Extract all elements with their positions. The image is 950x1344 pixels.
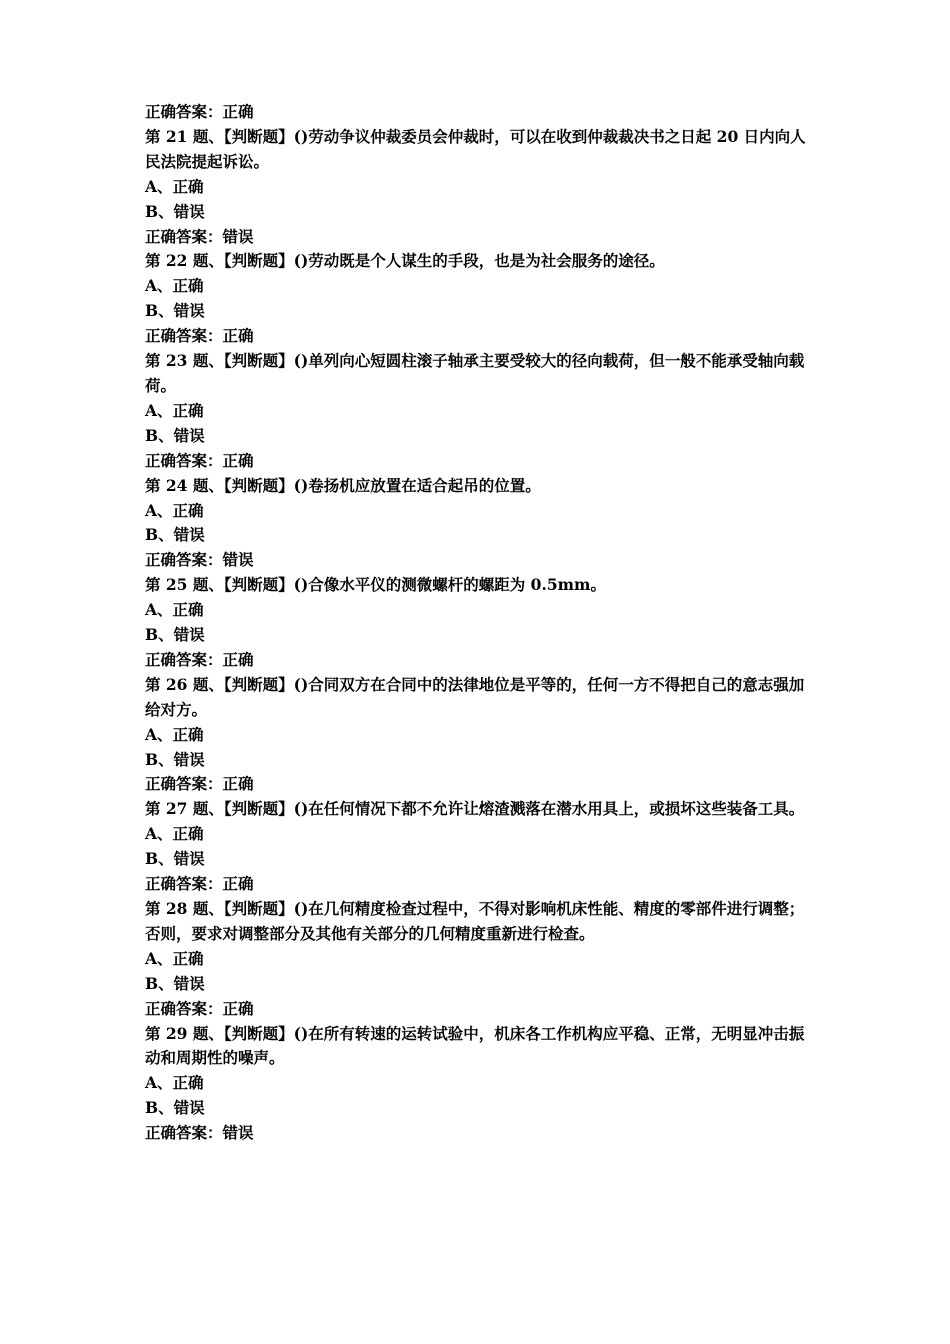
question-stem: 第 26 题、【判断题】()合同双方在合同中的法律地位是平等的，任何一方不得把自己的意志强加给对方。	[145, 674, 805, 719]
question-stem: 第 21 题、【判断题】()劳动争议仲裁委员会仲裁时，可以在收到仲裁裁决书之日起 20 日内向人民法院提起诉讼。	[145, 126, 806, 171]
answer-line: 正确答案：正确	[145, 874, 254, 894]
question-23	[145, 349, 815, 474]
option-a: A、正确	[145, 400, 204, 420]
option-b: B、错误	[145, 525, 205, 545]
option-a: A、正确	[145, 1073, 204, 1093]
answer-line: 正确答案：正确	[145, 774, 254, 794]
answer-line: 正确答案：正确	[145, 649, 254, 669]
question-24	[145, 474, 815, 574]
answer-line: 正确答案：正确	[145, 450, 254, 470]
question-27	[145, 797, 815, 897]
document-page	[145, 100, 815, 1146]
option-b: B、错误	[145, 749, 205, 769]
question-26	[145, 673, 815, 798]
option-b: B、错误	[145, 849, 205, 869]
option-a: A、正确	[145, 948, 204, 968]
question-stem: 第 27 题、【判断题】()在任何情况下都不允许让熔渣溅落在潜水用具上，或损坏这些装备工具。	[145, 799, 805, 819]
answer-line: 正确答案：正确	[145, 102, 254, 121]
option-b: B、错误	[145, 425, 205, 445]
question-stem: 第 23 题、【判断题】()单列向心短圆柱滚子轴承主要受较大的径向载荷，但一般不能承受轴向载荷。	[145, 351, 805, 395]
option-b: B、错误	[145, 301, 205, 321]
option-b: B、错误	[145, 973, 205, 993]
option-a: A、正确	[145, 600, 204, 620]
answer-line: 正确答案：正确	[145, 998, 254, 1018]
question-stem: 第 28 题、【判断题】()在几何精度检查过程中，不得对影响机床性能、精度的零部件进行调整；否则，要求对调整部分及其他有关部分的几何精度重新进行检查。	[145, 899, 805, 943]
option-b: B、错误	[145, 1098, 205, 1118]
option-a: A、正确	[145, 724, 204, 744]
option-a: A、正确	[145, 824, 204, 844]
option-b: B、错误	[145, 201, 205, 221]
question-stem: 第 25 题、【判断题】()合像水平仪的测微螺杆的螺距为 0.5mm。	[145, 575, 606, 595]
option-b: B、错误	[145, 625, 205, 645]
question-stem: 第 29 题、【判断题】()在所有转速的运转试验中，机床各工作机构应平稳、正常，无明显冲击振动和周期性的噪声。	[145, 1023, 805, 1068]
question-28	[145, 897, 815, 1022]
answer-line: 正确答案：正确	[145, 326, 254, 346]
question-21	[145, 125, 815, 250]
option-a: A、正确	[145, 276, 204, 296]
question-29	[145, 1022, 815, 1147]
answer-line: 正确答案：错误	[145, 1123, 254, 1143]
question-stem: 第 24 题、【判断题】()卷扬机应放置在适合起吊的位置。	[145, 475, 541, 495]
answer-line: 正确答案：错误	[145, 226, 254, 246]
option-a: A、正确	[145, 500, 204, 520]
question-25	[145, 573, 815, 673]
question-stem: 第 22 题、【判断题】()劳动既是个人谋生的手段，也是为社会服务的途径。	[145, 251, 665, 271]
answer-line: 正确答案：错误	[145, 550, 254, 570]
option-a: A、正确	[145, 176, 204, 196]
question-22	[145, 249, 815, 349]
